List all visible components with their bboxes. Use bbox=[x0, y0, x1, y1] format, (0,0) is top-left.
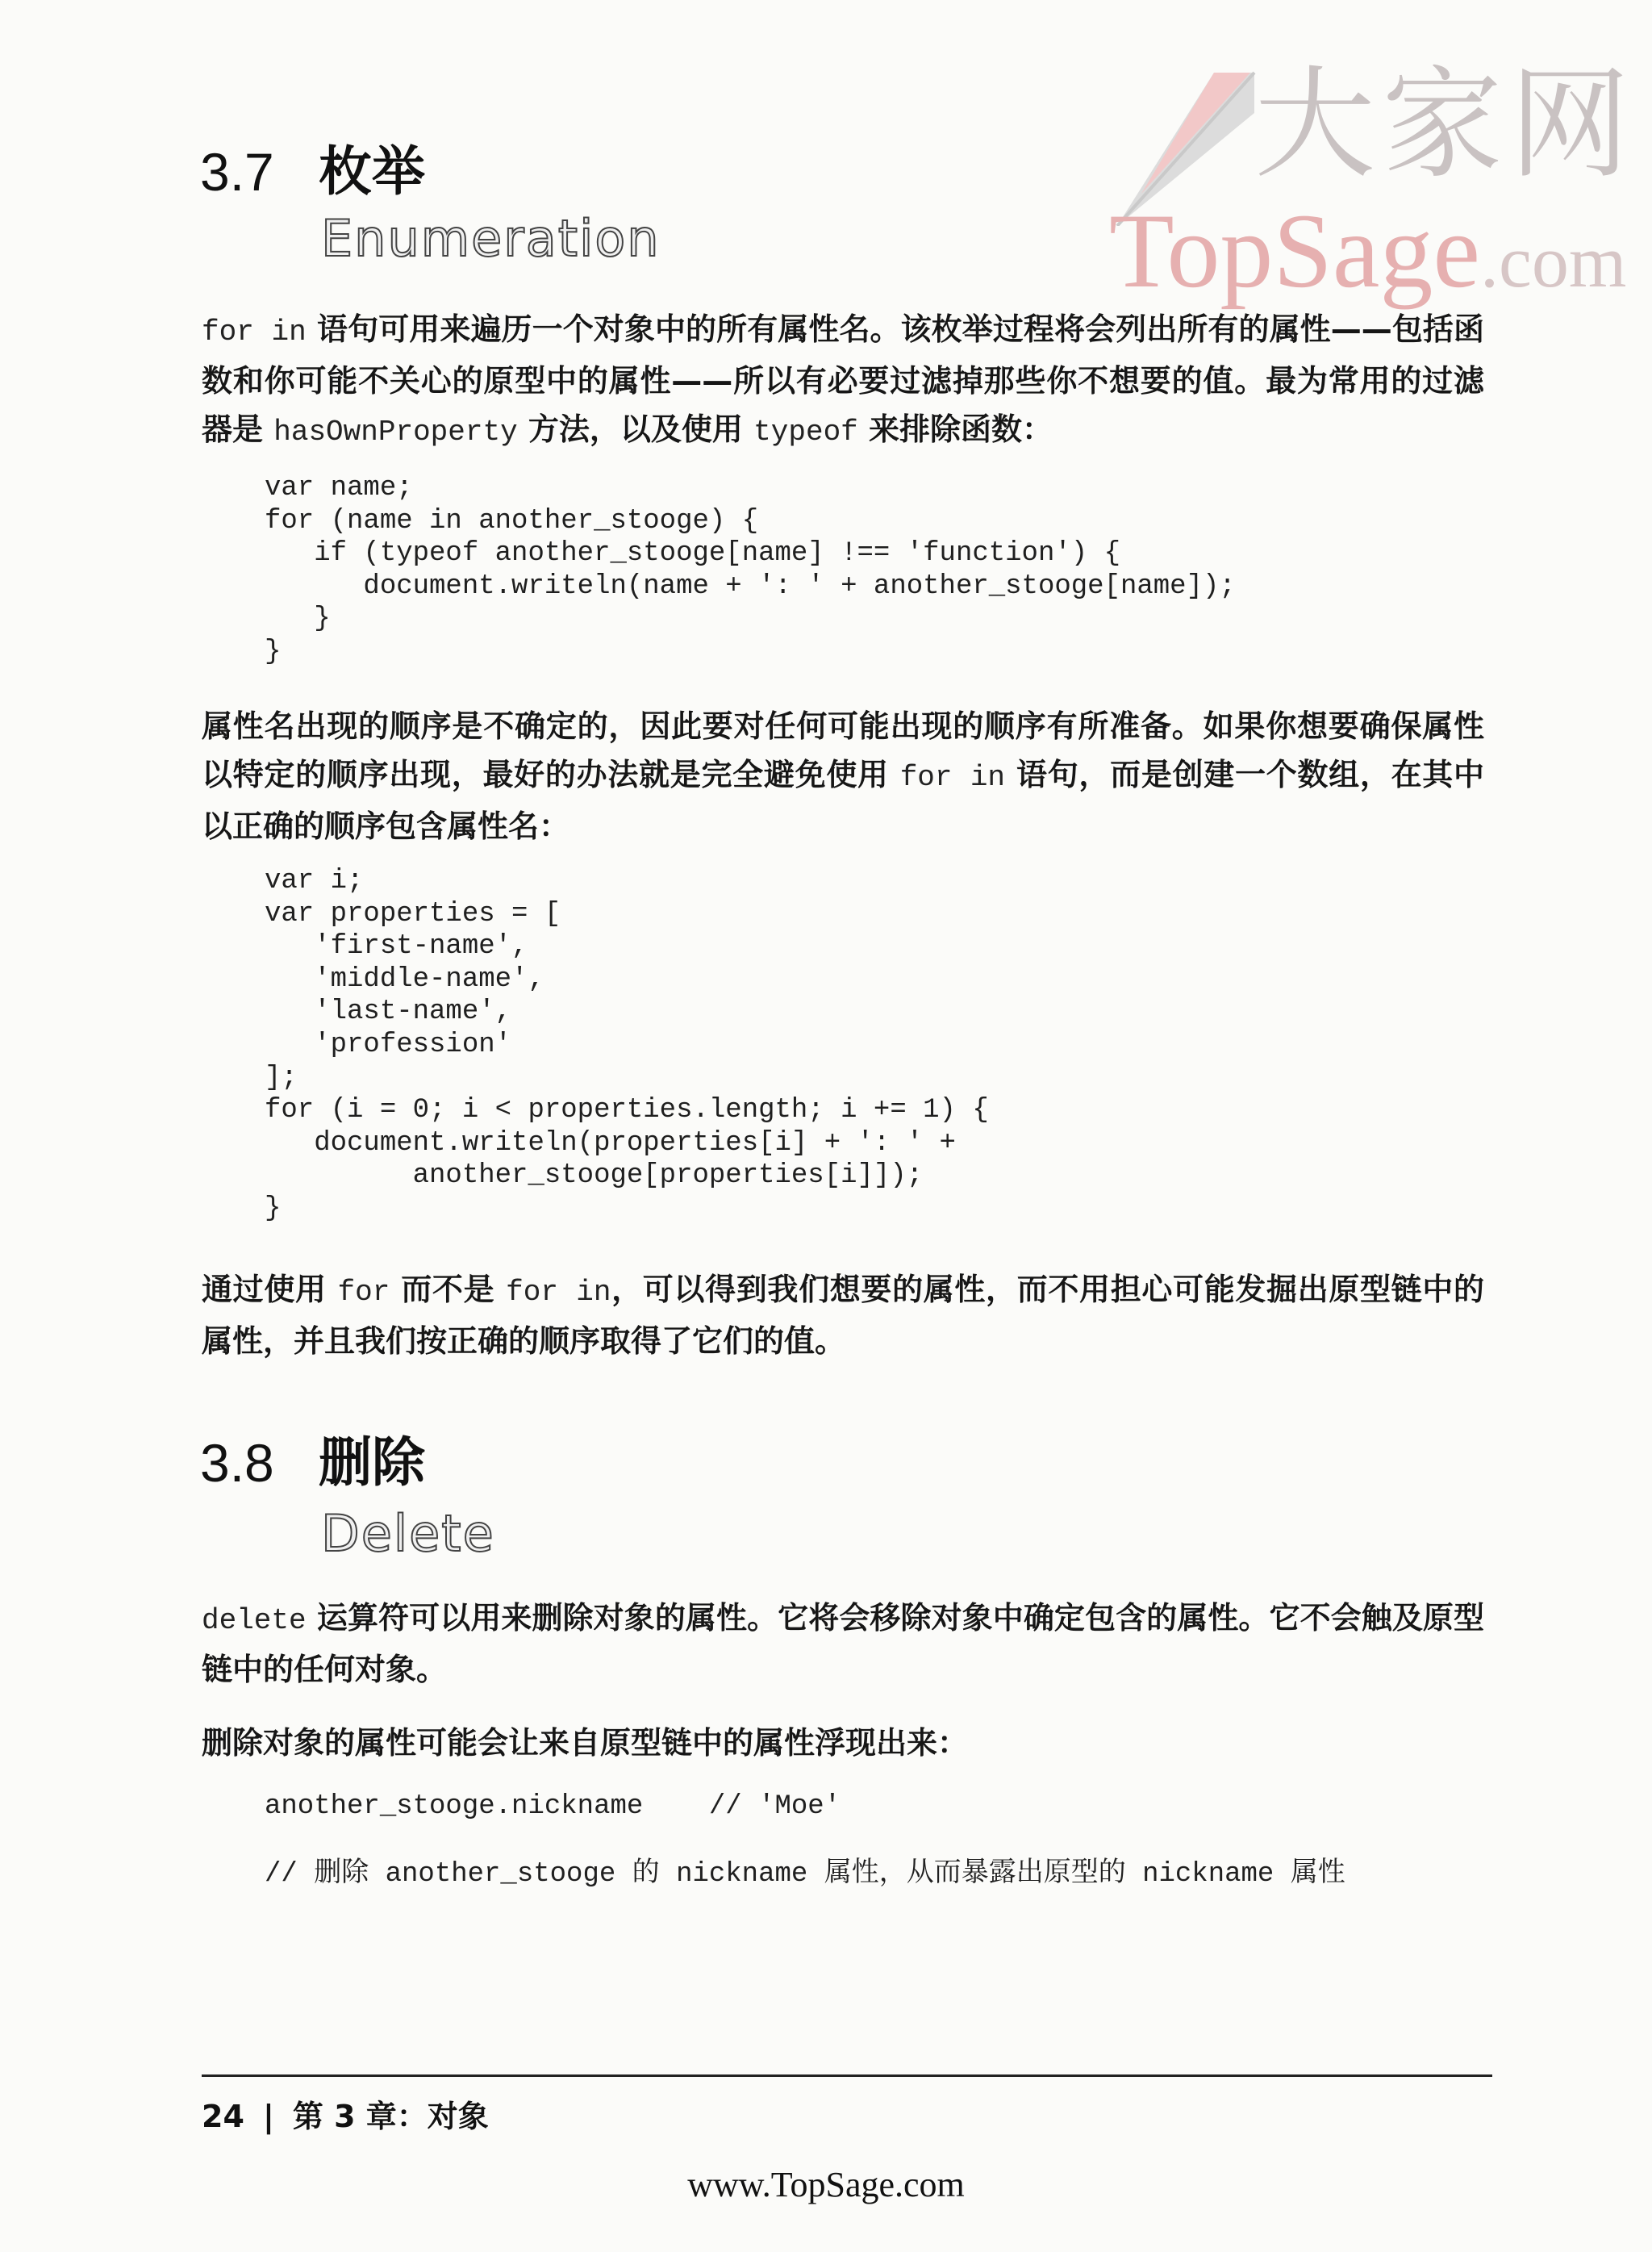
inline-code: for bbox=[337, 1276, 390, 1309]
inline-code: for in bbox=[202, 315, 307, 349]
paragraph: 删除对象的属性可能会让来自原型链中的属性浮现出来： bbox=[202, 1725, 969, 1761]
site-url: www.TopSage.com bbox=[687, 2165, 965, 2204]
code-block: var name; for (name in another_stooge) { if (typeof another_stooge[name] !== 'function') { document.writeln(name + ': ' + another_stooge[name]); } } bbox=[265, 473, 1236, 667]
paragraph: delete 运算符可以用来删除对象的属性。它将会移除对象中确定包含的属性。它不会触及原型链中的任何对象。 bbox=[202, 1600, 1484, 1687]
section-number: 3.8 bbox=[200, 1433, 274, 1493]
section-title: 枚举 bbox=[319, 140, 425, 203]
watermark-domain-suffix: .com bbox=[1480, 220, 1627, 303]
code-block: var i; var properties = [ 'first-name', 'middle-name', 'last-name', 'profession' ]; for (i = 0; i < properties.length; i += 1) { document.writeln(properties[i] + ': ' + another_stooge[properties[i]]); } bbox=[265, 866, 989, 1224]
code-block: another_stooge.nickname // 'Moe' // 删除 another_stooge 的 nickname 属性，从而暴露出原型的 nickname 属性 bbox=[265, 1791, 1345, 1890]
section-number: 3.7 bbox=[200, 142, 274, 202]
section-title: 删除 bbox=[319, 1431, 425, 1494]
paragraph: for in 语句可用来遍历一个对象中的所有属性名。该枚举过程将会列出所有的属性——包括函数和你可能不关心的原型中的属性——所以有必要过滤掉那些你不想要的值。最为常用的过滤器是 hasOwnProperty 方法，以及使用 typeof 来排除函数： bbox=[202, 311, 1485, 449]
section-subtitle: Enumeration bbox=[321, 209, 661, 268]
paragraph: 属性名出现的顺序是不确定的，因此要对任何可能出现的顺序有所准备。如果你想要确保属性以特定的顺序出现，最好的办法就是完全避免使用 for in 语句，而是创建一个数组，在其中以正确的顺序包含属性名： bbox=[202, 708, 1485, 844]
footer-separator: | bbox=[262, 2099, 274, 2134]
topsage-watermark bbox=[1093, 55, 1637, 323]
inline-code: hasOwnProperty bbox=[273, 416, 518, 449]
inline-code: for in bbox=[899, 761, 1006, 794]
paragraph: 通过使用 for 而不是 for in，可以得到我们想要的属性，而不用担心可能发掘出原型链中的属性，并且我们按正确的顺序取得了它们的值。 bbox=[202, 1272, 1484, 1359]
inline-code: for in bbox=[506, 1276, 611, 1309]
watermark-brand: TopSage bbox=[1109, 191, 1481, 310]
watermark-chinese-text: 大家网 bbox=[1254, 55, 1637, 195]
page-footer bbox=[202, 2091, 489, 2136]
inline-code: delete bbox=[202, 1604, 307, 1637]
page-number: 24 bbox=[202, 2099, 244, 2134]
section-subtitle: Delete bbox=[321, 1504, 495, 1563]
inline-code: typeof bbox=[753, 416, 858, 449]
footer-rule bbox=[202, 2074, 1492, 2077]
watermark-english-text bbox=[1109, 191, 1627, 310]
chapter-title: 第 3 章：对象 bbox=[292, 2099, 489, 2134]
